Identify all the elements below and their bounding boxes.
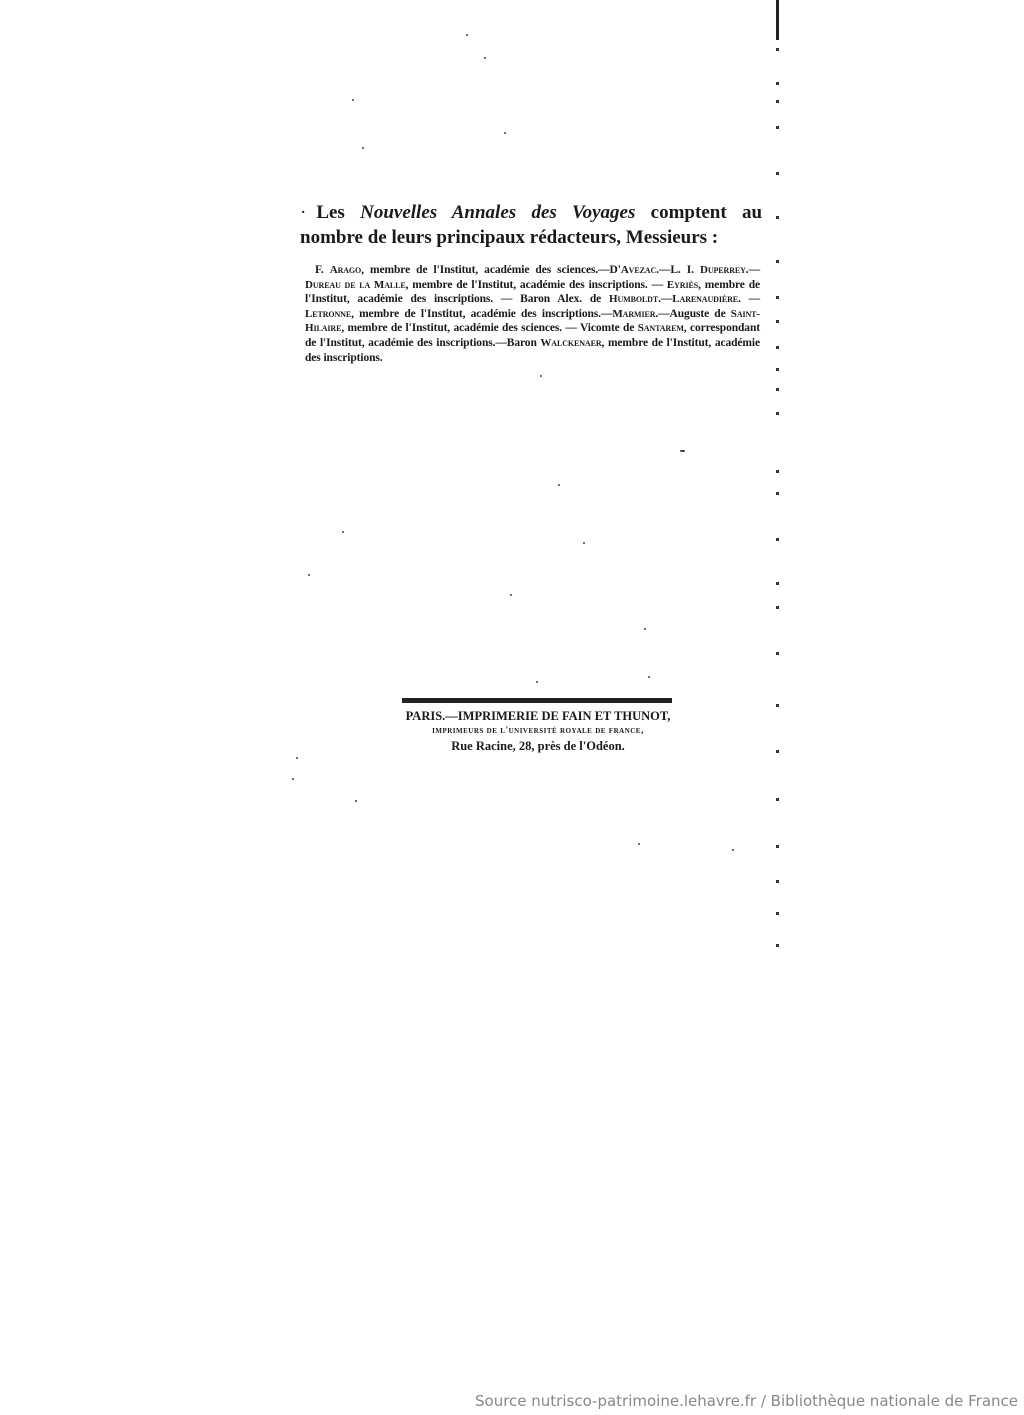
contributor-name: Avezac: [620, 264, 657, 276]
binding-edge: [772, 0, 782, 950]
contributor-name: Marmier: [612, 307, 656, 320]
scan-speck: [292, 778, 294, 780]
contributor-name: Humboldt: [609, 293, 659, 306]
binding-edge-mark: [776, 845, 779, 848]
scan-speck: [732, 849, 734, 851]
binding-edge-mark: [776, 470, 779, 473]
contributor-text: , membre de l'Institut, académie des inscriptions. —: [405, 278, 667, 291]
source-credit: Source nutrisco-patrimoine.lehavre.fr / Bibliothèque nationale de France: [475, 1392, 1018, 1410]
binding-edge-mark: [776, 492, 779, 495]
binding-edge-mark: [776, 126, 779, 129]
scan-speck: [680, 450, 685, 452]
contributor-name: Saint-Hilaire: [305, 307, 760, 335]
contributor-name: Walckenaer: [540, 336, 602, 349]
contributors-list: [305, 263, 760, 365]
contributor-name: Arago: [329, 264, 362, 276]
binding-edge-mark: [776, 100, 779, 103]
imprint-line-3: Rue Racine, 28, près de l'Odéon.: [451, 739, 625, 753]
scan-speck: [536, 681, 538, 683]
scan-speck: [583, 542, 585, 544]
scan-speck: [504, 132, 506, 134]
contributor-text: . —: [737, 293, 760, 306]
binding-edge-mark: [776, 704, 779, 707]
imprint-rule: [402, 698, 672, 703]
intro-bullet: ·: [300, 202, 307, 223]
binding-edge-mark: [776, 880, 779, 883]
scan-speck: [352, 99, 354, 101]
contributor-text: , membre de l'Institut, académie des sciences. — Vicomte de: [341, 322, 638, 335]
contributor-text: , membre de l'Institut, académie des inscriptions.: [305, 336, 760, 364]
scan-speck: [558, 484, 560, 486]
scan-speck: [308, 574, 310, 576]
contributor-text: , membre de l'Institut, académie des inscriptions.—: [351, 307, 613, 320]
scan-speck: [638, 843, 640, 845]
contributor-name: Duperrey: [699, 264, 746, 276]
binding-edge-mark: [776, 368, 779, 371]
contributor-text: .—: [745, 264, 760, 276]
binding-edge-mark: [776, 216, 779, 219]
binding-edge-mark: [776, 388, 779, 391]
binding-edge-mark: [776, 912, 779, 915]
scan-speck: [540, 375, 542, 377]
binding-edge-mark: [776, 582, 779, 585]
binding-edge-mark: [776, 652, 779, 655]
printer-imprint: [380, 708, 696, 754]
binding-edge-mark: [776, 412, 779, 415]
binding-edge-mark: [776, 538, 779, 541]
binding-edge-mark: [776, 944, 779, 947]
scan-speck: [355, 800, 357, 802]
binding-edge-mark: [776, 346, 779, 349]
scan-speck: [342, 531, 344, 533]
contributor-name: Eyriès: [666, 278, 699, 291]
binding-edge-mark: [776, 82, 779, 85]
imprint-line-2: imprimeurs de l'université royale de france,: [432, 726, 644, 736]
binding-edge-mark: [776, 260, 779, 263]
binding-edge-mark: [776, 296, 779, 299]
contributor-text: F.: [315, 264, 330, 276]
contributor-text: .—Auguste de: [655, 307, 731, 320]
publication-title: Nouvelles Annales des Voyages: [360, 202, 636, 223]
scan-speck: [484, 57, 486, 59]
contributor-name: Larenaudière: [672, 293, 738, 306]
contributor-text: , correspondant de l'Institut, académie des inscriptions.—Baron: [305, 322, 760, 349]
contributor-text: .—: [658, 293, 673, 306]
scan-speck: [466, 34, 468, 36]
contributor-name: Santarem: [637, 322, 684, 335]
scan-speck: [362, 147, 364, 149]
scan-speck: [296, 757, 298, 759]
binding-edge-mark: [776, 750, 779, 753]
scan-speck: [648, 676, 650, 678]
scan-speck: [644, 628, 646, 630]
binding-edge-mark: [776, 48, 779, 51]
binding-edge-mark: [776, 798, 779, 801]
contributor-text: , membre de l'Institut, académie des sciences.—D': [361, 264, 621, 276]
binding-edge-mark: [776, 320, 779, 323]
intro-text-before: Les: [316, 202, 361, 223]
binding-edge-bar: [776, 0, 779, 40]
contributor-name: Letronne: [305, 307, 352, 320]
binding-edge-mark: [776, 172, 779, 175]
intro-text-after: comptent au nombre de leurs principaux rédacteurs, Messieurs :: [300, 202, 763, 248]
intro-paragraph: [300, 200, 762, 250]
binding-edge-mark: [776, 606, 779, 609]
contributor-name: Dureau de la Malle: [305, 278, 406, 291]
contributor-text: .—L. I.: [656, 264, 700, 276]
imprint-line-1: PARIS.—IMPRIMERIE DE FAIN ET THUNOT,: [405, 709, 671, 723]
scan-speck: [510, 594, 512, 596]
contributor-text: , membre de l'Institut, académie des inscriptions. — Baron Alex. de: [305, 278, 761, 306]
